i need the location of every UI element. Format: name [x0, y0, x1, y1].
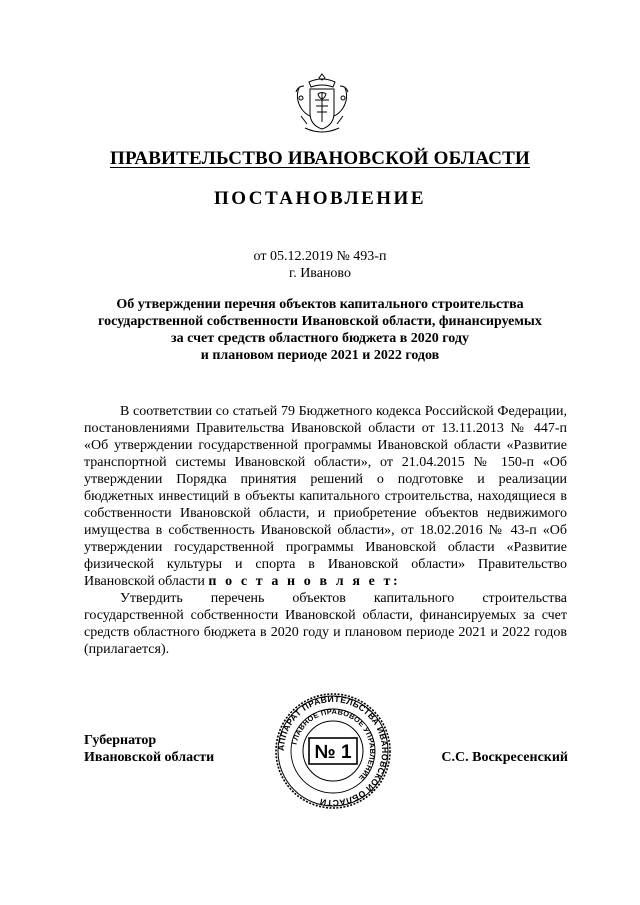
subject-line: и плановом периоде 2021 и 2022 годов [200, 348, 440, 363]
document-body [84, 403, 567, 658]
subject-line: за счет средств областного бюджета в 2020 году [171, 331, 469, 346]
resolution-keyword: п о с т а н о в л я е т: [208, 574, 401, 589]
body-paragraph: Утвердить перечень объектов капитального строительства государственной собственности Ивановской области, финансируемых за счет средств областного бюджета в 2020 году и плановом периоде 2021 и 2022 годов (прилагается). [84, 591, 567, 657]
date-number: от 05.12.2019 № 493-п [253, 249, 387, 264]
document-type: ПОСТАНОВЛЕНИЕ [213, 188, 427, 209]
subject-line: государственной собственности Ивановской области, финансируемых [98, 314, 542, 329]
svg-text:АППАРАТ ПРАВИТЕЛЬСТВА ИВАНОВСК: АППАРАТ ПРАВИТЕЛЬСТВА ИВАНОВСКОЙ ОБЛАСТИ [275, 693, 391, 809]
svg-text:№ 1: № 1 [314, 742, 352, 763]
seal-stamp-icon [274, 692, 392, 810]
city: г. Иваново [289, 266, 351, 281]
subject-line: Об утверждении перечня объектов капитального строительства [116, 297, 524, 312]
coat-of-arms-icon [291, 70, 353, 136]
government-title: ПРАВИТЕЛЬСТВО ИВАНОВСКОЙ ОБЛАСТИ [110, 148, 530, 169]
document-meta [0, 248, 640, 282]
body-paragraph [84, 403, 567, 590]
signatory-name: С.С. Воскресенский [441, 750, 568, 765]
svg-text:ГЛАВНОЕ ПРАВОВОЕ УПРАВЛЕНИЕ: ГЛАВНОЕ ПРАВОВОЕ УПРАВЛЕНИЕ [289, 706, 378, 783]
preamble-text: В соответствии со статьей 79 Бюджетного кодекса Российской Федерации, постановлениями Правительства Ивановской области от 13.11.2013 № 447-п «Об утверждении государственной программы Ивановской области «Развитие транспортной системы Ивановской области», от 21.04.2015 № 150-п «Об утверждении Порядка принятия решений о подготовке и реализации бюджетных инвестиций в объекты капитального строительства, находящиеся в собственности Ивановской области, и приобретение объектов недвижимого имущества в собственность Ивановской области», от 18.02.2016 № 43-п «Об утверждении государственной программы Ивановской области «Развитие физической культуры и спорта в Ивановской области» Правительство Ивановской области [84, 404, 567, 589]
signatory-position: Губернатор Ивановской области [84, 733, 215, 765]
document-subject [60, 296, 580, 364]
